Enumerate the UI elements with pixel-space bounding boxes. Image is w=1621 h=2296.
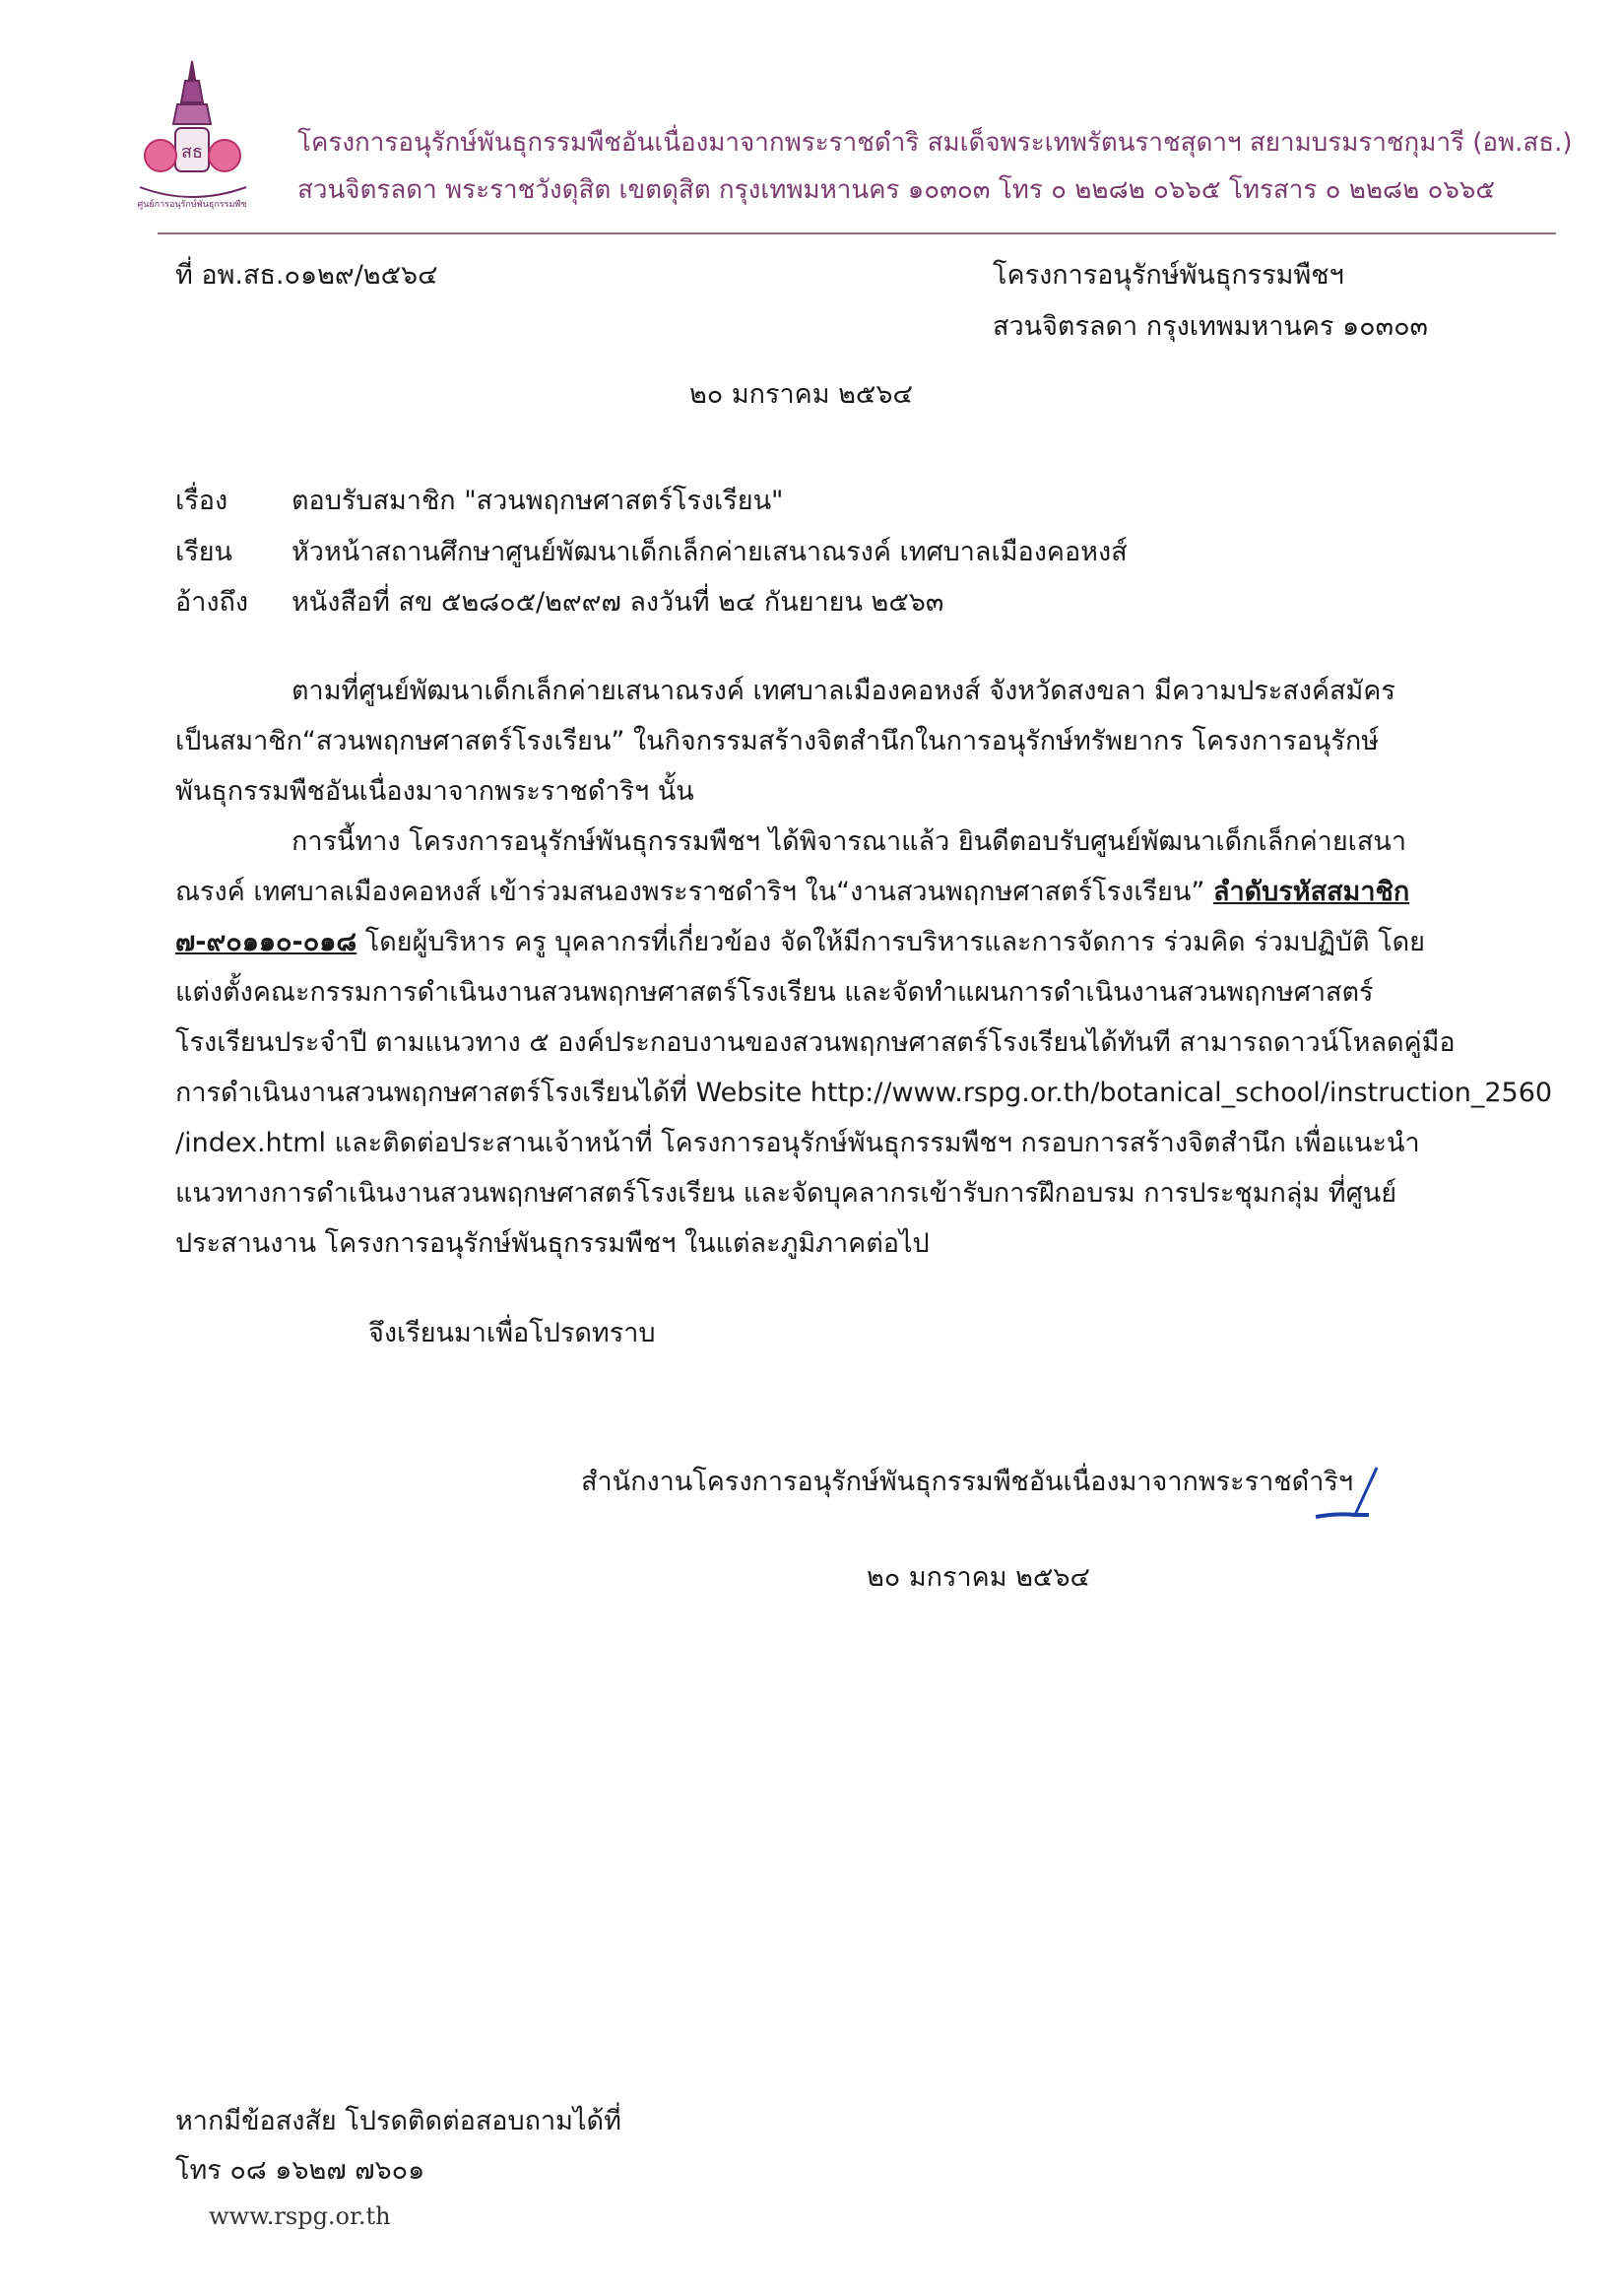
paragraph-2-line: แนวทางการดำเนินงานสวนพฤกษศาสตร์โรงเรียน และจัดบุคลากรเข้ารับการฝึกอบรม การประชุมกลุ่ม ที่ศูนย์ (175, 1178, 1397, 1209)
subject-label: เรื่อง (175, 486, 228, 516)
paragraph-2-line: /index.html และติดต่อประสานเจ้าหน้าที่ โครงการอนุรักษ์พันธุกรรมพืชฯ กรอบการสร้างจิตสำนึก เพื่อแนะนำ (175, 1128, 1420, 1158)
letterhead-line-2: สวนจิตรลดา พระราชวังดุสิต เขตดุสิต กรุงเทพมหานคร ๑๐๓๐๓ โทร ๐ ๒๒๘๒ ๐๖๖๕ โทรสาร ๐ ๒๒๘๒ ๐๖๖๕ (297, 175, 1496, 205)
paragraph-2-line (175, 879, 1409, 905)
letterhead-line-1: โครงการอนุรักษ์พันธุกรรมพืชอันเนื่องมาจากพระราชดำริ สมเด็จพระเทพรัตนราชสุดาฯ สยามบรมราชกุมารี (อพ.สธ.) (297, 128, 1573, 158)
document-date: ๒๐ มกราคม ๒๕๖๔ (689, 379, 913, 410)
reference-text: หนังสือที่ สข ๕๒๘๐๕/๒๙๙๗ ลงวันที่ ๒๔ กันยายน ๒๕๖๓ (292, 587, 944, 618)
signing-office: สำนักงานโครงการอนุรักษ์พันธุกรรมพืชอันเนื่องมาจากพระราชดำริฯ (581, 1467, 1354, 1497)
subject-text: ตอบรับสมาชิก "สวนพฤกษศาสตร์โรงเรียน" (292, 486, 784, 516)
org-name: โครงการอนุรักษ์พันธุกรรมพืชฯ (993, 260, 1344, 291)
recipient-text: หัวหน้าสถานศึกษาศูนย์พัฒนาเด็กเล็กค่ายเสนาณรงค์ เทศบาลเมืองคอหงส์ (292, 537, 1128, 567)
rspg-emblem-logo (126, 59, 259, 217)
member-code: ๗-๙๐๑๑๐-๐๑๘ (175, 927, 357, 957)
paragraph-2-line (175, 929, 1425, 955)
org-address: สวนจิตรลดา กรุงเทพมหานคร ๑๐๓๐๓ (993, 311, 1429, 342)
recipient-label: เรียน (175, 537, 233, 567)
paragraph-2-text: ณรงค์ เทศบาลเมืองคอหงส์ เข้าร่วมสนองพระราชดำริฯ ใน“งานสวนพฤกษศาสตร์โรงเรียน” (175, 877, 1213, 907)
reference-label: อ้างถึง (175, 587, 249, 618)
website-link[interactable]: www.rspg.or.th (209, 2202, 391, 2230)
letterhead-divider (158, 232, 1556, 234)
paragraph-2-line: การดำเนินงานสวนพฤกษศาสตร์โรงเรียนได้ที่ Website http://www.rspg.or.th/botanical_school/instruction_2560 (175, 1078, 1553, 1108)
contact-note: หากมีข้อสงสัย โปรดติดต่อสอบถามได้ที่ (175, 2106, 621, 2136)
paragraph-1-line: ตามที่ศูนย์พัฒนาเด็กเล็กค่ายเสนาณรงค์ เทศบาลเมืองคอหงส์ จังหวัดสงขลา มีความประสงค์สมัคร (292, 676, 1395, 706)
svg-text:ศูนย์การอนุรักษ์พันธุกรรมพืช: ศูนย์การอนุรักษ์พันธุกรรมพืช (137, 200, 247, 210)
signature-mark (1308, 1458, 1396, 1537)
paragraph-2-line: โรงเรียนประจำปี ตามแนวทาง ๕ องค์ประกอบงานของสวนพฤกษศาสตร์โรงเรียนได้ทันที สามารถดาวน์โหลดคู่มือ (175, 1027, 1456, 1058)
paragraph-2-line: ประสานงาน โครงการอนุรักษ์พันธุกรรมพืชฯ ในแต่ละภูมิภาคต่อไป (175, 1228, 930, 1259)
contact-phone: โทร ๐๘ ๑๖๒๗ ๗๖๐๑ (175, 2155, 425, 2186)
signature-date: ๒๐ มกราคม ๒๕๖๔ (867, 1562, 1090, 1593)
paragraph-2-line: การนี้ทาง โครงการอนุรักษ์พันธุกรรมพืชฯ ได้พิจารณาแล้ว ยินดีตอบรับศูนย์พัฒนาเด็กเล็กค่ายเสนา (292, 826, 1406, 857)
paragraph-1-line: เป็นสมาชิก“สวนพฤกษศาสตร์โรงเรียน” ในกิจกรรมสร้างจิตสำนึกในการอนุรักษ์ทรัพยากร โครงการอนุรักษ์ (175, 726, 1380, 756)
closing-text: จึงเรียนมาเพื่อโปรดทราบ (368, 1318, 656, 1348)
member-code-label: ลำดับรหัสสมาชิก (1212, 877, 1410, 907)
paragraph-1-line: พันธุกรรมพืชอันเนื่องมาจากพระราชดำริฯ นั้น (175, 776, 694, 807)
paragraph-2-text: โดยผู้บริหาร ครู บุคลากรที่เกี่ยวข้อง จัดให้มีการบริหารและการจัดการ ร่วมคิด ร่วมปฏิบัติ โดย (357, 927, 1425, 957)
paragraph-2-line: แต่งตั้งคณะกรรมการดำเนินงานสวนพฤกษศาสตร์โรงเรียน และจัดทำแผนการดำเนินงานสวนพฤกษศาสตร์ (175, 977, 1374, 1008)
document-number: ที่ อพ.สธ.๐๑๒๙/๒๕๖๔ (175, 260, 438, 291)
svg-text:สธ: สธ (181, 142, 203, 163)
